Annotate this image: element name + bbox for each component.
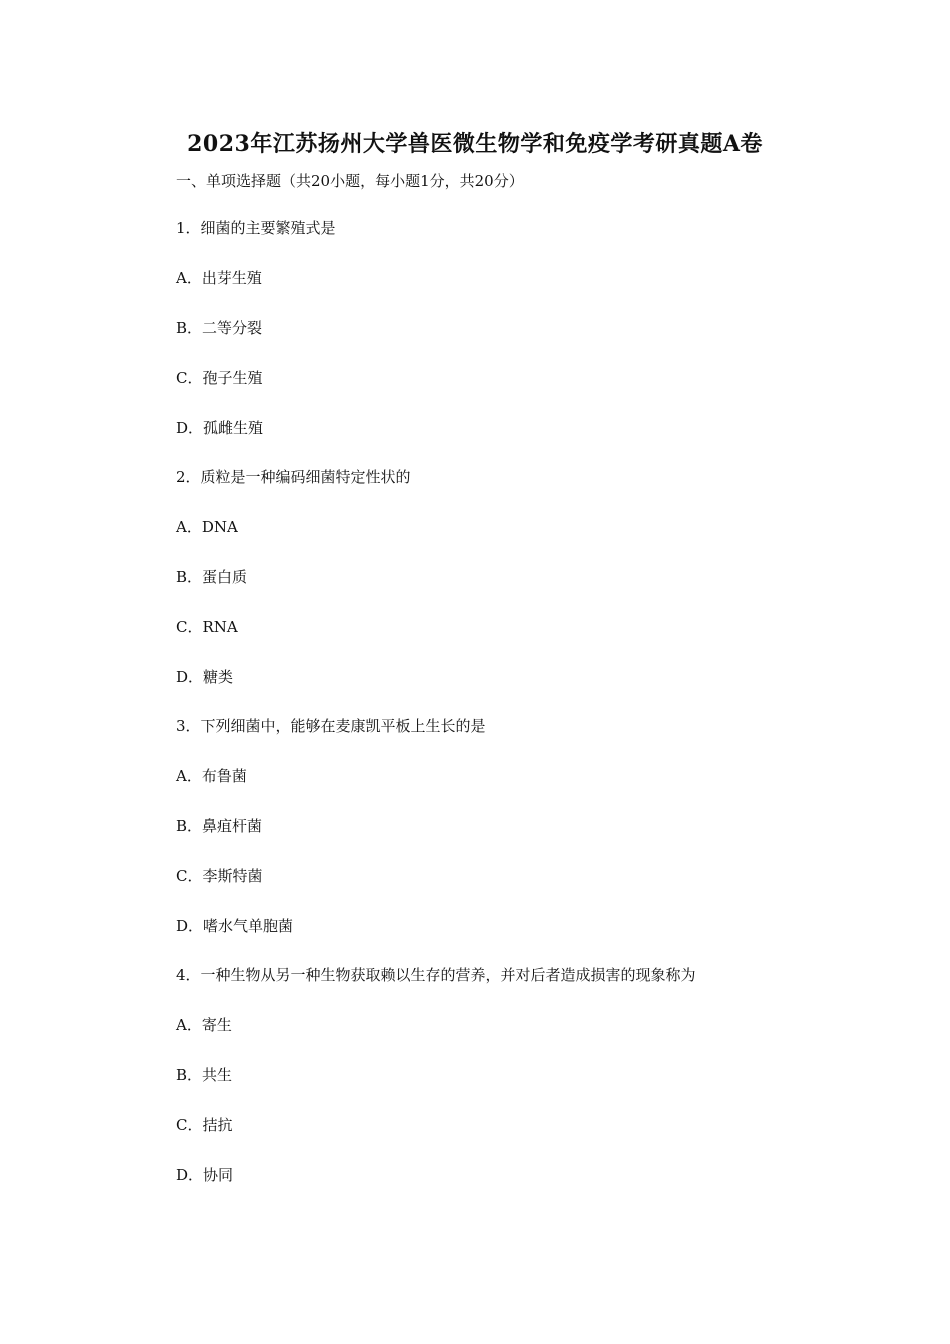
question-option: C．李斯特菌 bbox=[176, 867, 263, 885]
question-stem: 2．质粒是一种编码细菌特定性状的 bbox=[176, 468, 411, 486]
question-option: A．出芽生殖 bbox=[176, 269, 262, 287]
question-option: A．寄生 bbox=[176, 1016, 232, 1034]
question-option: B．鼻疽杆菌 bbox=[176, 817, 263, 835]
question-option: A．DNA bbox=[176, 518, 238, 536]
question-option: A．布鲁菌 bbox=[176, 767, 247, 785]
document-title: 2023年江苏扬州大学兽医微生物学和免疫学考研真题A卷 bbox=[187, 131, 763, 157]
question-option: D．协同 bbox=[176, 1166, 234, 1184]
section-heading: 一、单项选择题（共20小题，每小题1分，共20分） bbox=[176, 172, 524, 190]
question-option: D．嗜水气单胞菌 bbox=[176, 917, 294, 935]
question-option: C．RNA bbox=[176, 618, 238, 636]
question-stem: 3．下列细菌中，能够在麦康凯平板上生长的是 bbox=[176, 717, 486, 735]
question-option: D．糖类 bbox=[176, 668, 234, 686]
question-option: C．拮抗 bbox=[176, 1116, 233, 1134]
question-option: B．二等分裂 bbox=[176, 319, 263, 337]
question-option: B．蛋白质 bbox=[176, 568, 248, 586]
question-option: C．孢子生殖 bbox=[176, 369, 263, 387]
question-option: D．孤雌生殖 bbox=[176, 419, 264, 437]
question-stem: 4．一种生物从另一种生物获取赖以生存的营养，并对后者造成损害的现象称为 bbox=[176, 966, 696, 984]
question-stem: 1．细菌的主要繁殖式是 bbox=[176, 219, 336, 237]
question-option: B．共生 bbox=[176, 1066, 233, 1084]
